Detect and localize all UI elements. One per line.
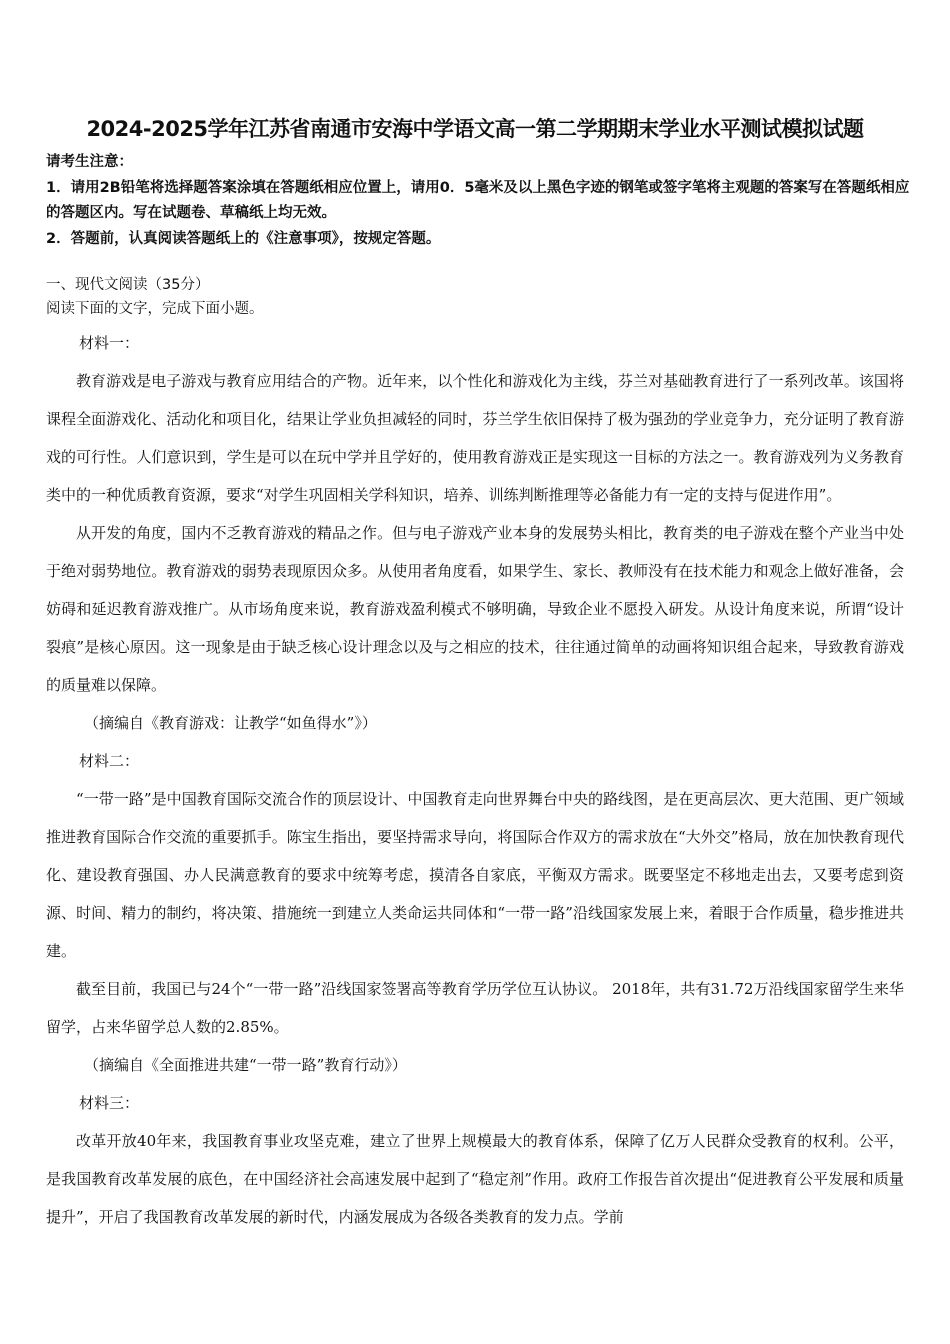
material-3-label: 材料三： bbox=[79, 1094, 140, 1112]
section-heading: 一、现代文阅读（35分） bbox=[46, 277, 210, 293]
material-1-paragraph-2: 从开发的角度，国内不乏教育游戏的精品之作。但与电子游戏产业本身的发展势头相比，教育类的电子游戏在整个产业当中处于绝对弱势地位。教育游戏的弱势表现原因众多。从使用者角度看，如果学生、家长、教师没有在技术能力和观念上做好准备，会妨碍和延迟教育游戏推广。从市场角度来说，教育游戏盈利模式不够明确，导致企业不愿投入研发。从设计角度来说，所谓“设计裂痕”是核心原因。这一现象是由于缺乏核心设计理念以及与之相应的技术，往往通过简单的动画将知识组合起来，导致教育游戏的质量难以保障。 bbox=[46, 524, 904, 694]
notice-item-1: 1．请用2B铅笔将选择题答案涂填在答题纸相应位置上，请用0．5毫米及以上黑色字迹的钢笔或签字笔将主观题的答案写在答题纸相应的答题区内。写在试题卷、草稿纸上均无效。 bbox=[46, 179, 910, 221]
section-instruction: 阅读下面的文字，完成下面小题。 bbox=[46, 301, 264, 317]
material-2-source: （摘编自《全面推进共建“一带一路”教育行动》） bbox=[84, 1056, 407, 1074]
exam-notice bbox=[46, 150, 916, 252]
reading-materials bbox=[46, 324, 904, 1236]
material-2-paragraph-2: 截至目前，我国已与24个“一带一路”沿线国家签署高等教育学历学位互认协议。 2018年，共有31.72万沿线国家留学生来华留学，占来华留学总人数的2.85%。 bbox=[46, 980, 904, 1036]
material-3-paragraph-1: 改革开放40年来，我国教育事业攻坚克难，建立了世界上规模最大的教育体系，保障了亿万人民群众受教育的权利。公平，是我国教育改革发展的底色，在中国经济社会高速发展中起到了“稳定剂”作用。政府工作报告首次提出“促进教育公平发展和质量提升”，开启了我国教育改革发展的新时代，内涵发展成为各级各类教育的发力点。学前 bbox=[46, 1132, 904, 1226]
page-title: 2024-2025学年江苏省南通市安海中学语文高一第二学期期末学业水平测试模拟试题 bbox=[86, 117, 864, 141]
notice-item-2: 2．答题前，认真阅读答题纸上的《注意事项》，按规定答题。 bbox=[46, 230, 441, 247]
section-header bbox=[46, 273, 916, 321]
notice-heading: 请考生注意： bbox=[46, 154, 133, 170]
material-1-source: （摘编自《教育游戏：让教学“如鱼得水”》） bbox=[84, 714, 377, 732]
material-1-label: 材料一： bbox=[79, 334, 140, 352]
material-1-paragraph-1: 教育游戏是电子游戏与教育应用结合的产物。近年来，以个性化和游戏化为主线，芬兰对基础教育进行了一系列改革。该国将课程全面游戏化、活动化和项目化，结果让学业负担减轻的同时，芬兰学生依旧保持了极为强劲的学业竞争力，充分证明了教育游戏的可行性。人们意识到，学生是可以在玩中学并且学好的，使用教育游戏正是实现这一目标的方法之一。教育游戏列为义务教育类中的一种优质教育资源，要求“对学生巩固相关学科知识，培养、训练判断推理等必备能力有一定的支持与促进作用”。 bbox=[46, 372, 904, 504]
material-2-label: 材料二： bbox=[79, 752, 140, 770]
material-2-paragraph-1: “一带一路”是中国教育国际交流合作的顶层设计、中国教育走向世界舞台中央的路线图，是在更高层次、更大范围、更广领域推进教育国际合作交流的重要抓手。陈宝生指出，要坚持需求导向，将国际合作双方的需求放在“大外交”格局，放在加快教育现代化、建设教育强国、办人民满意教育的要求中统筹考虑，摸清各自家底，平衡双方需求。既要坚定不移地走出去，又要考虑到资源、时间、精力的制约，将决策、措施统一到建立人类命运共同体和“一带一路”沿线国家发展上来，着眼于合作质量，稳步推进共建。 bbox=[46, 790, 904, 960]
